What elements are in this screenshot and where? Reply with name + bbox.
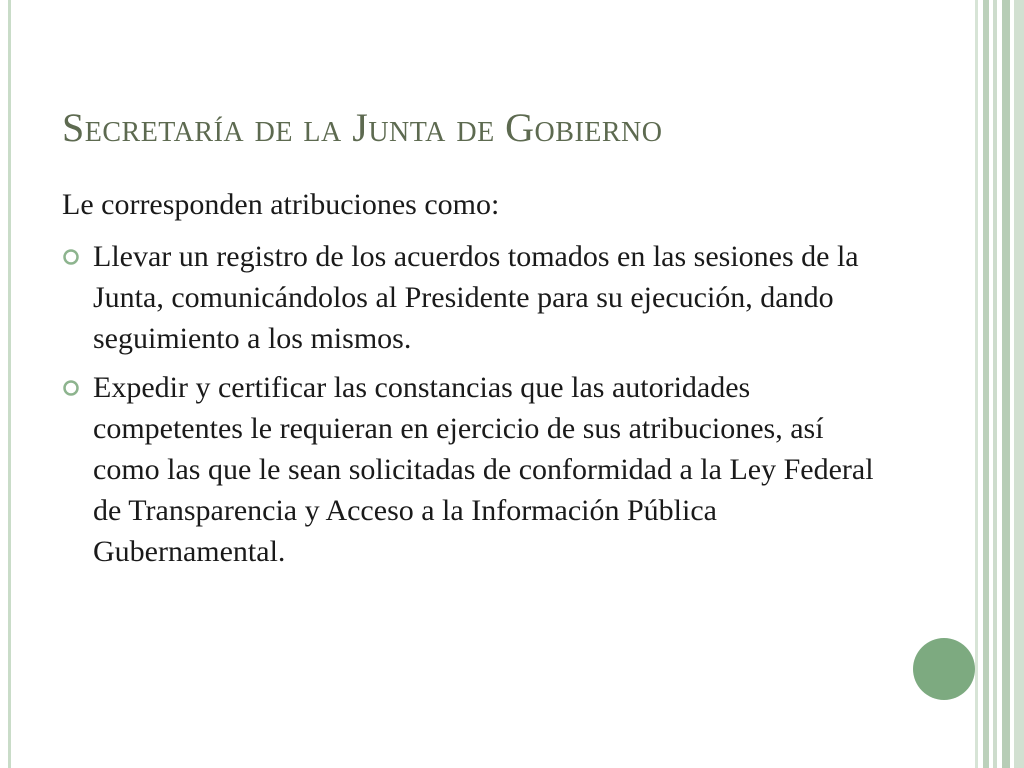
intro-text: Le corresponden atribuciones como: bbox=[62, 188, 500, 221]
bullet-list bbox=[62, 236, 892, 580]
green-circle-icon bbox=[913, 638, 975, 700]
slide-title: Secretaría de la Junta de Gobierno bbox=[62, 105, 663, 150]
bullet-item bbox=[62, 367, 892, 572]
bullet-item bbox=[62, 236, 892, 359]
bullet-text: Expedir y certificar las constancias que las autoridades competentes le requieran en ejercicio de sus atribuciones, así como las que le sean solicitadas de conformidad a la Ley Federal de Transparencia y Acceso a la Información Pública Gubernamental. bbox=[93, 371, 874, 568]
right-border-stripe bbox=[1014, 0, 1024, 768]
right-border-stripe bbox=[975, 0, 978, 768]
hollow-circle-bullet-icon bbox=[62, 379, 80, 397]
left-border-line bbox=[8, 0, 11, 768]
right-border-stripe bbox=[993, 0, 997, 768]
bullet-text: Llevar un registro de los acuerdos tomados en las sesiones de la Junta, comunicándolos al Presidente para su ejecución, dando seguimiento a los mismos. bbox=[93, 240, 859, 355]
hollow-circle-bullet-icon bbox=[62, 248, 80, 266]
right-border-stripe bbox=[1002, 0, 1010, 768]
right-border-stripe bbox=[983, 0, 989, 768]
